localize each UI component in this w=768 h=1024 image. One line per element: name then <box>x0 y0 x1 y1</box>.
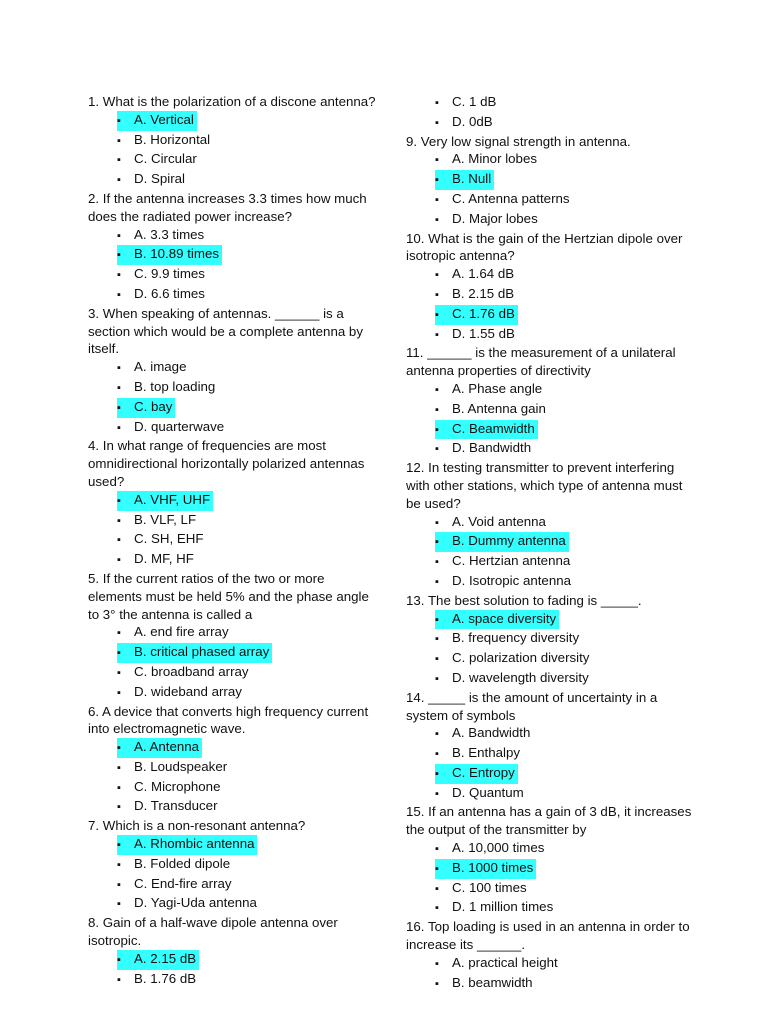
bullet-icon: ▪ <box>435 154 439 167</box>
option-text <box>117 970 199 990</box>
bullet-icon: ▪ <box>117 269 121 282</box>
option-text <box>435 93 499 113</box>
question-line: 3. When speaking of antennas. ______ is a <box>88 305 344 321</box>
option-label: B. VLF, LF <box>134 511 197 527</box>
bullet-icon: ▪ <box>435 613 439 626</box>
answer-option-highlighted <box>88 643 364 663</box>
answer-option <box>88 758 364 778</box>
option-text <box>435 839 547 859</box>
option-label: C. 1.76 dB <box>452 305 515 321</box>
option-label: D. 1.55 dB <box>452 325 515 341</box>
question-line: 1. What is the polarization of a discone antenna? <box>88 94 376 109</box>
answer-option <box>406 974 688 994</box>
option-label: D. wideband array <box>134 683 242 699</box>
bullet-icon: ▪ <box>435 536 439 549</box>
option-label: D. Quantum <box>452 784 524 800</box>
question-line: 14. _____ is the amount of uncertainty in a <box>406 689 658 705</box>
bullet-icon: ▪ <box>435 653 439 666</box>
option-text <box>117 855 233 875</box>
question-line: be used? <box>406 495 461 511</box>
option-label: A. 1.64 dB <box>452 266 515 282</box>
option-text <box>435 513 549 533</box>
option-label: D. Major lobes <box>452 210 538 226</box>
option-text <box>435 669 592 689</box>
option-text <box>435 954 561 974</box>
bullet-icon: ▪ <box>435 957 439 970</box>
answer-option <box>406 513 688 533</box>
answer-option-highlighted <box>88 245 364 265</box>
answer-option <box>88 511 364 531</box>
option-text <box>435 649 592 669</box>
bullet-icon: ▪ <box>117 514 121 527</box>
option-label: A. VHF, UHF <box>134 491 211 507</box>
bullet-icon: ▪ <box>435 902 439 915</box>
option-label: C. Antenna patterns <box>452 190 570 206</box>
option-label: D. MF, HF <box>134 551 194 567</box>
bullet-icon: ▪ <box>117 973 121 986</box>
option-label: B. Loudspeaker <box>134 758 228 774</box>
option-text <box>435 400 549 420</box>
option-text <box>117 950 199 970</box>
option-text <box>117 358 189 378</box>
answer-option <box>88 855 364 875</box>
option-text <box>117 170 188 190</box>
answer-option <box>406 629 688 649</box>
bullet-icon: ▪ <box>117 154 121 167</box>
answer-option <box>88 550 364 570</box>
bullet-icon: ▪ <box>117 381 121 394</box>
option-text <box>117 550 197 570</box>
option-text <box>117 491 213 511</box>
option-text <box>117 875 235 895</box>
answer-option <box>88 226 364 246</box>
option-text <box>435 380 545 400</box>
question-line: 15. If an antenna has a gain of 3 dB, it increases <box>406 804 692 820</box>
option-label: A. end fire array <box>134 624 229 640</box>
answer-option-highlighted <box>88 835 364 855</box>
answer-option <box>406 649 688 669</box>
answer-option-highlighted <box>406 305 688 325</box>
answer-option <box>406 669 688 689</box>
option-text <box>117 778 223 798</box>
bullet-icon: ▪ <box>435 174 439 187</box>
option-label: C. Hertzian antenna <box>452 553 571 569</box>
option-text <box>435 898 556 918</box>
bullet-icon: ▪ <box>435 288 439 301</box>
option-text <box>435 879 530 899</box>
question-line: 4. In what range of frequencies are most <box>88 438 327 454</box>
option-label: A. 10,000 times <box>452 840 545 856</box>
option-label: B. Enthalpy <box>452 745 521 761</box>
option-label: C. bay <box>134 398 173 414</box>
question-line: with other stations, which type of antenna must <box>406 477 683 493</box>
bullet-icon: ▪ <box>117 666 121 679</box>
option-text <box>435 170 494 190</box>
question-line: 7. Which is a non-resonant antenna? <box>88 818 306 834</box>
option-label: C. 1 dB <box>452 94 497 109</box>
bullet-icon: ▪ <box>117 647 121 660</box>
option-label: C. polarization diversity <box>452 650 590 666</box>
bullet-icon: ▪ <box>435 213 439 226</box>
question-line: system of symbols <box>406 707 516 723</box>
answer-option <box>88 358 364 378</box>
option-text <box>435 744 523 764</box>
bullet-icon: ▪ <box>117 781 121 794</box>
option-label: D. Spiral <box>134 171 185 187</box>
option-label: D. Bandwidth <box>452 440 532 456</box>
option-label: D. 0dB <box>452 113 493 129</box>
bullet-icon: ▪ <box>117 554 121 567</box>
option-label: A. Vertical <box>134 111 194 127</box>
answer-option <box>406 210 688 230</box>
bullet-icon: ▪ <box>435 862 439 875</box>
bullet-icon: ▪ <box>117 421 121 434</box>
bullet-icon: ▪ <box>435 443 439 456</box>
option-label: B. Null <box>452 171 492 187</box>
answer-option <box>406 150 688 170</box>
option-text <box>435 532 569 552</box>
option-label: B. Horizontal <box>134 131 211 147</box>
option-text <box>435 859 536 879</box>
question-line: 8. Gain of a half-wave dipole antenna over <box>88 915 338 931</box>
bullet-icon: ▪ <box>435 843 439 856</box>
option-label: B. Antenna gain <box>452 400 546 416</box>
answer-option <box>406 954 688 974</box>
option-text <box>435 784 527 804</box>
option-text <box>435 150 540 170</box>
answer-option <box>406 325 688 345</box>
option-text <box>117 226 207 246</box>
answer-option <box>88 131 364 151</box>
answer-option-highlighted <box>88 111 364 131</box>
option-text <box>117 623 232 643</box>
option-text <box>117 643 272 663</box>
option-text <box>435 285 517 305</box>
bullet-icon: ▪ <box>435 269 439 282</box>
answer-option <box>88 778 364 798</box>
option-text <box>117 111 197 131</box>
bullet-icon: ▪ <box>435 633 439 646</box>
option-text <box>117 835 257 855</box>
answer-option <box>406 879 688 899</box>
answer-option <box>406 552 688 572</box>
option-label: B. 1000 times <box>452 859 534 875</box>
answer-option <box>88 170 364 190</box>
option-text <box>117 738 202 758</box>
bullet-icon: ▪ <box>435 556 439 569</box>
option-text <box>435 113 496 133</box>
bullet-icon: ▪ <box>117 288 121 301</box>
option-label: C. SH, EHF <box>134 531 204 547</box>
option-text <box>117 285 208 305</box>
option-label: B. beamwidth <box>452 974 533 990</box>
option-text <box>435 210 541 230</box>
option-text <box>117 530 206 550</box>
bullet-icon: ▪ <box>117 174 121 187</box>
option-label: A. Bandwidth <box>452 725 531 741</box>
option-text <box>117 265 208 285</box>
question-line: 13. The best solution to fading is _____. <box>406 592 642 608</box>
option-text <box>435 439 534 459</box>
option-text <box>435 325 518 345</box>
option-label: C. End-fire array <box>134 875 232 891</box>
bullet-icon: ▪ <box>117 761 121 774</box>
option-text <box>117 663 252 683</box>
bullet-icon: ▪ <box>435 116 439 129</box>
answer-option <box>406 113 688 133</box>
option-text <box>117 894 260 914</box>
bullet-icon: ▪ <box>117 229 121 242</box>
answer-option-highlighted <box>406 532 688 552</box>
answer-option <box>406 572 688 592</box>
question-line: to 3° the antenna is called a <box>88 606 253 622</box>
answer-option-highlighted <box>406 764 688 784</box>
answer-option <box>88 150 364 170</box>
question-line: isotropic antenna? <box>406 248 515 264</box>
answer-option-highlighted <box>406 610 688 630</box>
question-line: 6. A device that converts high frequency current <box>88 703 369 719</box>
bullet-icon: ▪ <box>117 249 121 262</box>
question-line: 9. Very low signal strength in antenna. <box>406 133 631 149</box>
answer-option <box>88 285 364 305</box>
option-text <box>117 150 200 170</box>
option-label: A. 3.3 times <box>134 226 205 242</box>
right-column <box>406 93 692 993</box>
answer-option <box>406 93 688 113</box>
answer-option <box>406 439 688 459</box>
option-text <box>435 974 536 994</box>
bullet-icon: ▪ <box>435 728 439 741</box>
bullet-icon: ▪ <box>435 383 439 396</box>
answer-option <box>88 418 364 438</box>
answer-option <box>88 530 364 550</box>
option-label: C. Beamwidth <box>452 420 535 436</box>
answer-option-highlighted <box>406 170 688 190</box>
bullet-icon: ▪ <box>117 839 121 852</box>
answer-option <box>88 683 364 703</box>
option-text <box>117 398 175 418</box>
option-label: C. Microphone <box>134 778 221 794</box>
answer-option <box>88 894 364 914</box>
option-label: A. Rhombic antenna <box>134 836 255 852</box>
option-text <box>117 418 227 438</box>
option-label: D. Yagi-Uda antenna <box>134 895 257 911</box>
bullet-icon: ▪ <box>435 787 439 800</box>
bullet-icon: ▪ <box>435 575 439 588</box>
option-label: D. Transducer <box>134 798 218 814</box>
answer-option <box>88 265 364 285</box>
answer-option <box>406 724 688 744</box>
answer-option <box>406 380 688 400</box>
answer-option <box>88 797 364 817</box>
answer-option <box>88 378 364 398</box>
option-text <box>435 724 533 744</box>
option-text <box>435 190 573 210</box>
question-line: 12. In testing transmitter to prevent interfering <box>406 460 675 476</box>
option-label: C. 9.9 times <box>134 266 205 282</box>
question-line: does the radiated power increase? <box>88 208 293 224</box>
option-label: C. 100 times <box>452 879 527 895</box>
bullet-icon: ▪ <box>435 328 439 341</box>
question-line: itself. <box>88 341 120 357</box>
option-text <box>435 572 574 592</box>
option-text <box>435 610 559 630</box>
option-text <box>435 265 517 285</box>
bullet-icon: ▪ <box>435 516 439 529</box>
option-label: C. Entropy <box>452 764 515 780</box>
option-text <box>435 552 573 572</box>
answer-option-highlighted <box>88 950 364 970</box>
option-label: D. quarterwave <box>134 418 225 434</box>
question-line: 5. If the current ratios of the two or more <box>88 570 325 586</box>
bullet-icon: ▪ <box>435 193 439 206</box>
option-label: A. Antenna <box>134 739 200 755</box>
option-text <box>117 758 230 778</box>
answer-option <box>88 970 364 990</box>
option-label: B. 2.15 dB <box>452 285 515 301</box>
bullet-icon: ▪ <box>117 742 121 755</box>
option-label: D. 1 million times <box>452 899 554 915</box>
answer-option-highlighted <box>88 738 364 758</box>
bullet-icon: ▪ <box>117 686 121 699</box>
answer-option-highlighted <box>88 398 364 418</box>
option-label: A. Void antenna <box>452 513 546 529</box>
answer-option <box>406 400 688 420</box>
question-line: section which would be a complete antenna by <box>88 323 363 339</box>
option-label: C. Circular <box>134 151 197 167</box>
option-label: B. frequency diversity <box>452 630 580 646</box>
option-label: B. critical phased array <box>134 644 270 660</box>
option-label: D. 6.6 times <box>134 285 205 301</box>
answer-option <box>406 784 688 804</box>
question-line: 11. ______ is the measurement of a unilateral <box>406 345 676 361</box>
bullet-icon: ▪ <box>435 767 439 780</box>
question-line: 2. If the antenna increases 3.3 times how much <box>88 190 367 206</box>
question-line: 10. What is the gain of the Hertzian dipole over <box>406 230 683 246</box>
question-line: increase its ______. <box>406 937 526 953</box>
answer-option-highlighted <box>406 420 688 440</box>
question-line: the output of the transmitter by <box>406 822 587 838</box>
question-line: isotropic. <box>88 933 142 949</box>
answer-option <box>406 265 688 285</box>
bullet-icon: ▪ <box>117 362 121 375</box>
option-label: C. broadband array <box>134 663 249 679</box>
bullet-icon: ▪ <box>117 114 121 127</box>
option-text <box>435 629 582 649</box>
answer-option <box>88 623 364 643</box>
option-label: B. Dummy antenna <box>452 533 566 549</box>
bullet-icon: ▪ <box>435 882 439 895</box>
option-label: A. image <box>134 359 187 375</box>
answer-option <box>406 839 688 859</box>
bullet-icon: ▪ <box>117 627 121 640</box>
bullet-icon: ▪ <box>117 858 121 871</box>
bullet-icon: ▪ <box>117 534 121 547</box>
answer-option-highlighted <box>88 491 364 511</box>
answer-option <box>406 190 688 210</box>
question-line: into electromagnetic wave. <box>88 721 246 737</box>
bullet-icon: ▪ <box>117 953 121 966</box>
bullet-icon: ▪ <box>435 97 439 109</box>
option-label: A. space diversity <box>452 610 557 626</box>
answer-option <box>406 898 688 918</box>
left-column <box>88 93 376 989</box>
question-line: used? <box>88 473 125 489</box>
bullet-icon: ▪ <box>117 878 121 891</box>
bullet-icon: ▪ <box>435 423 439 436</box>
option-text <box>117 683 245 703</box>
option-text <box>435 420 538 440</box>
bullet-icon: ▪ <box>435 748 439 761</box>
bullet-icon: ▪ <box>435 403 439 416</box>
option-label: A. Minor lobes <box>452 151 537 167</box>
answer-option <box>88 875 364 895</box>
option-label: B. Folded dipole <box>134 855 231 871</box>
answer-option <box>406 744 688 764</box>
option-text <box>435 305 518 325</box>
bullet-icon: ▪ <box>435 672 439 685</box>
bullet-icon: ▪ <box>117 801 121 814</box>
option-text <box>117 797 221 817</box>
bullet-icon: ▪ <box>117 898 121 911</box>
question-line: 16. Top loading is used in an antenna in order to <box>406 919 690 935</box>
answer-option <box>406 285 688 305</box>
bullet-icon: ▪ <box>117 401 121 414</box>
option-label: A. Phase angle <box>452 380 543 396</box>
bullet-icon: ▪ <box>435 308 439 321</box>
bullet-icon: ▪ <box>117 134 121 147</box>
answer-option <box>88 663 364 683</box>
option-label: A. 2.15 dB <box>134 950 197 966</box>
question-line: antenna properties of directivity <box>406 363 591 379</box>
answer-option-highlighted <box>406 859 688 879</box>
option-label: A. practical height <box>452 954 558 970</box>
bullet-icon: ▪ <box>117 494 121 507</box>
option-text <box>117 511 199 531</box>
option-label: B. 1.76 dB <box>134 970 197 986</box>
option-label: D. wavelength diversity <box>452 669 589 685</box>
option-text <box>117 245 222 265</box>
question-line: omnidirectional horizontally polarized antennas <box>88 456 365 472</box>
question-line: elements must be held 5% and the phase angle <box>88 588 369 604</box>
option-text <box>435 764 518 784</box>
option-label: D. Isotropic antenna <box>452 572 572 588</box>
bullet-icon: ▪ <box>435 977 439 990</box>
option-text <box>117 131 213 151</box>
option-text <box>117 378 218 398</box>
option-label: B. 10.89 times <box>134 246 219 262</box>
option-label: B. top loading <box>134 378 216 394</box>
